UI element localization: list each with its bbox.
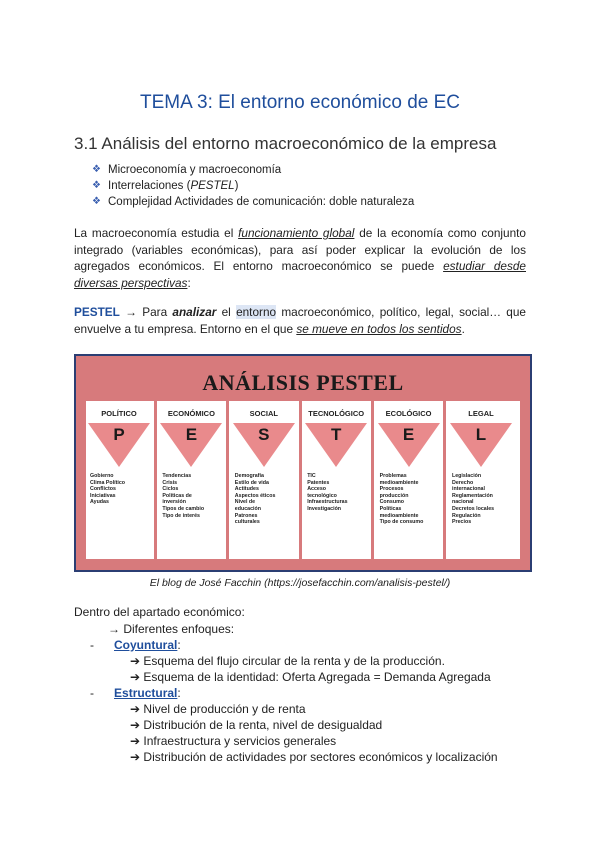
list-item: Ciclos: [162, 486, 179, 493]
list-item: Infraestructuras: [307, 499, 348, 506]
list-item: Patentes: [307, 479, 330, 486]
arrow-icon: ➔: [130, 654, 141, 668]
list-item: ❖ Complejidad Actividades de comunicación: doble naturaleza: [92, 196, 415, 208]
coyuntural-heading: - Coyuntural:: [90, 638, 181, 652]
pestel-letter: T: [330, 425, 342, 444]
pestel-letter: L: [475, 425, 487, 444]
list-item: Problemas: [379, 473, 407, 479]
list-item: Conflictos: [90, 486, 116, 493]
list-item: medioambiente: [379, 479, 419, 486]
list-item: inversión: [162, 499, 186, 506]
list-item: Aspectos éticos: [234, 492, 276, 499]
pestel-column-tecnológico: [303, 401, 369, 559]
list-item: Nivel de: [234, 499, 256, 506]
list-item: ➔ Esquema de la identidad: Oferta Agregada = Demanda Agregada: [130, 670, 491, 684]
pestel-column-político: [86, 401, 152, 559]
column-heading: ECOLÓGICO: [385, 409, 432, 418]
figure-caption: El blog de José Facchin (https://josefacchin.com/analisis-pestel/): [149, 577, 451, 589]
pestel-column-legal: [448, 401, 514, 559]
pestel-letter: P: [113, 425, 125, 444]
list-item: ➔ Nivel de producción y de renta: [130, 702, 306, 716]
list-item: medioambiente: [379, 512, 419, 519]
column-items: [235, 473, 297, 526]
list-item: Regulación: [452, 512, 481, 519]
column-heading: POLÍTICO: [101, 409, 137, 418]
column-divider: [443, 401, 446, 559]
list-item: tecnológico: [307, 492, 337, 499]
column-heading: ECONÓMICO: [167, 409, 215, 418]
list-item: nacional: [452, 499, 474, 506]
econ-intro: Dentro del apartado económico:: [74, 605, 245, 619]
arrow-icon: ➔: [130, 718, 141, 732]
list-item: ➔ Esquema del flujo circular de la renta y de la producción.: [130, 654, 445, 668]
pestel-column-económico: [158, 401, 224, 559]
column-heading: TECNOLÓGICO: [308, 409, 365, 418]
list-item: Iniciativas: [90, 492, 116, 499]
list-item: ➔ Distribución de actividades por sectores económicos y localización: [130, 750, 498, 764]
macro-paragraph: La macroeconomía estudia el funcionamiento global de la economía como conjunto integrado (variables económicas), para así poder explicar la evolución de los agregados económicos. El entorno macroeconómico se puede estudiar desde diversas perspectivas:: [74, 226, 526, 290]
list-item: Demografía: [234, 473, 264, 479]
pestel-letter: E: [402, 425, 415, 444]
list-item: Decretos locales: [452, 505, 495, 512]
diamond-bullet-icon: ❖: [92, 180, 101, 191]
column-items: [90, 473, 152, 506]
column-items: [162, 473, 224, 519]
list-item: ➔ Distribución de la renta, nivel de desigualdad: [130, 718, 383, 732]
list-item: Tipo de interés: [162, 512, 200, 519]
arrow-icon: ➔: [130, 750, 141, 764]
list-item: TIC: [307, 473, 316, 479]
document-title: TEMA 3: El entorno económico de EC: [140, 92, 460, 113]
column-divider: [371, 401, 374, 559]
list-item: Patrones: [234, 512, 258, 519]
list-item: Derecho: [452, 479, 474, 486]
list-item: Consumo: [379, 499, 405, 506]
list-item: Políticas: [379, 505, 402, 512]
list-item: producción: [379, 492, 409, 499]
list-item: Precios: [452, 519, 472, 526]
section-heading: 3.1 Análisis del entorno macroeconómico de la empresa: [74, 134, 497, 153]
diamond-bullet-icon: ❖: [92, 196, 101, 207]
list-item: Investigación: [307, 505, 342, 512]
pestel-letter: S: [258, 425, 270, 444]
pestel-paragraph: PESTEL → Para analizar el entorno macroeconómico, político, legal, social… que envuelve a tu empresa. Entorno en el que se mueve en todos los sentidos.: [74, 305, 526, 336]
list-item: Tipos de cambio: [162, 505, 205, 512]
list-item: ➔ Infraestructura y servicios generales: [130, 734, 337, 748]
pestel-figure: [74, 354, 532, 572]
column-items: [307, 473, 369, 513]
list-item: Reglamentación: [452, 492, 493, 499]
arrow-icon: ➔: [130, 670, 141, 684]
estructural-heading: - Estructural:: [90, 686, 181, 700]
pestel-column-ecológico: [376, 401, 442, 559]
pestel-column-social: [231, 401, 297, 559]
list-item: ❖ Interrelaciones ( PESTEL ): [92, 180, 239, 192]
column-divider: [299, 401, 302, 559]
list-item: Gobierno: [90, 473, 114, 479]
pestel-letter: E: [185, 425, 198, 444]
topic-bullet-list: [92, 162, 414, 210]
pestel-columns: [86, 401, 520, 559]
list-item: Crisis: [162, 479, 178, 486]
column-items: [452, 473, 514, 526]
list-item: Actitudes: [234, 486, 259, 493]
list-item: Estilo de vida: [234, 479, 269, 486]
column-items: [380, 473, 442, 526]
list-item: Políticas de: [162, 492, 192, 499]
column-heading: LEGAL: [468, 409, 494, 418]
enfoques-line: → Diferentes enfoques:: [108, 622, 235, 636]
arrow-icon: ➔: [130, 702, 141, 716]
list-item: educación: [234, 505, 261, 512]
list-item: culturales: [234, 519, 260, 526]
list-item: Procesos: [379, 486, 404, 493]
list-item: ❖ Microeconomía y macroeconomía: [92, 164, 282, 176]
column-divider: [154, 401, 157, 559]
column-heading: SOCIAL: [249, 409, 278, 418]
list-item: Tendencias: [162, 473, 192, 479]
list-item: Tipo de consumo: [379, 519, 424, 526]
arrow-icon: ➔: [130, 734, 141, 748]
list-item: Acceso: [307, 486, 327, 493]
figure-title: ANÁLISIS PESTEL: [202, 370, 404, 395]
list-item: Clima Político: [90, 479, 126, 486]
list-item: Legislación: [452, 473, 482, 479]
diamond-bullet-icon: ❖: [92, 164, 101, 175]
list-item: Ayudas: [90, 499, 109, 506]
list-item: internacional: [452, 486, 485, 493]
column-divider: [226, 401, 229, 559]
